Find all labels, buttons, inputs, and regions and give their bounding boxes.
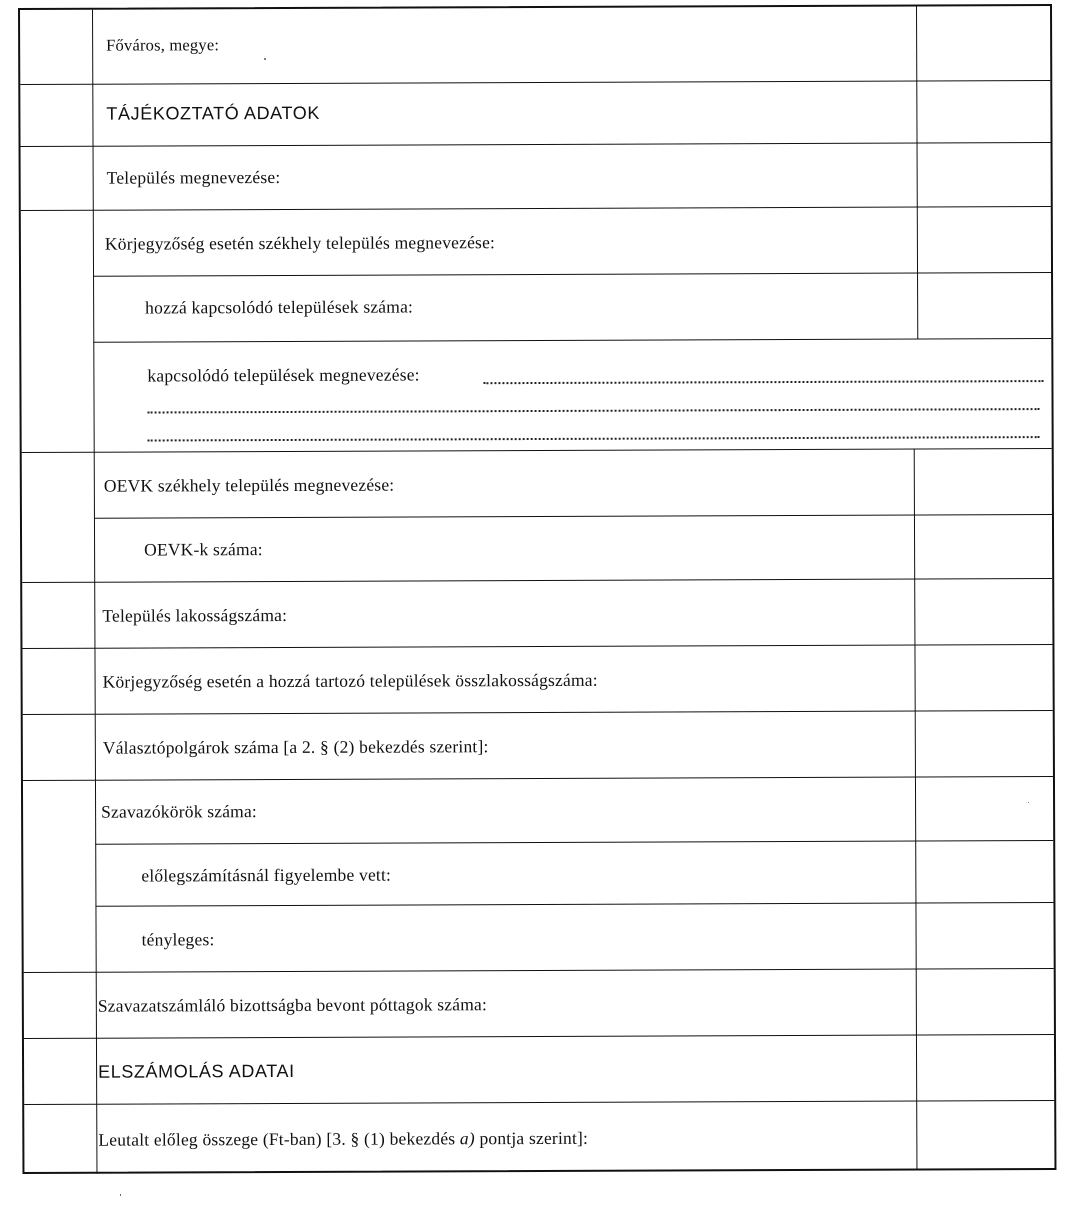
row-label-actual: tényleges:	[141, 929, 215, 950]
fill-in-dotted-line[interactable]	[148, 408, 1040, 413]
scan-speck	[264, 58, 266, 60]
form-row	[22, 514, 1052, 582]
scan-speck	[1028, 802, 1029, 803]
row-label-substitute-members: Szavazatszámláló bizottságba bevont póttagok száma:	[97, 994, 488, 1016]
form-row	[23, 840, 1053, 906]
form-row	[21, 272, 1051, 342]
row-value-informative[interactable]	[918, 80, 1052, 143]
fill-in-dotted-line[interactable]	[148, 436, 1040, 441]
form-row	[24, 1034, 1054, 1104]
form-row	[23, 710, 1053, 780]
form-row	[21, 338, 1051, 452]
row-value-voters[interactable]	[917, 710, 1055, 777]
row-label-advance-calc: előlegszámításnál figyelembe vett:	[141, 864, 392, 886]
row-label-voters: Választópolgárok száma [a 2. § (2) bekezdés szerint]:	[102, 736, 489, 758]
section-heading-informative-data: TÁJÉKOZTATÓ ADATOK	[106, 102, 320, 124]
row-value-connected-count[interactable]	[919, 272, 1053, 339]
row-value-advance-calc[interactable]	[917, 840, 1055, 903]
row-value-polling-districts[interactable]	[917, 776, 1055, 841]
form-row	[21, 206, 1051, 276]
row-label-oevk-seat: OEVK székhely település megnevezése:	[103, 474, 395, 496]
fill-in-dotted-line[interactable]	[483, 380, 1043, 384]
row-label-oevk-count: OEVK-k száma:	[144, 539, 263, 560]
form-row	[22, 644, 1052, 714]
row-label-polling-districts: Szavazókörök száma:	[101, 801, 258, 822]
row-label-connected-names: kapcsolódó települések megnevezése:	[147, 364, 420, 386]
row-label-county: Főváros, megye:	[106, 35, 220, 55]
row-label-population: Település lakosságszáma:	[102, 604, 288, 626]
row-label-advance-amount: Leutalt előleg összege (Ft-ban) [3. § (1) bekezdés a) pontja szerint]:	[98, 1127, 589, 1150]
row-label-seat-settlement: Körjegyzőség esetén székhely település megnevezése:	[104, 232, 496, 254]
row-label-settlement-name: Település megnevezése:	[106, 166, 281, 188]
settlement-form-table	[18, 4, 1056, 1174]
form-row	[20, 80, 1050, 146]
scan-speck	[120, 1194, 121, 1196]
row-value-oevk-count[interactable]	[916, 514, 1054, 579]
row-label-total-population: Körjegyzőség esetén a hozzá tartozó települések összlakosságszáma:	[102, 669, 598, 692]
form-row	[22, 448, 1052, 518]
row-value-actual[interactable]	[917, 902, 1055, 969]
form-row	[24, 1100, 1054, 1174]
row-value-county[interactable]	[918, 6, 1052, 81]
form-row	[21, 142, 1051, 210]
section-heading-settlement-data: ELSZÁMOLÁS ADATAI	[98, 1060, 295, 1082]
row-value-advance-amount[interactable]	[918, 1100, 1056, 1171]
form-row	[24, 968, 1054, 1038]
row-value-seat-settlement[interactable]	[919, 206, 1053, 273]
form-row	[22, 578, 1052, 648]
row-value-oevk-seat[interactable]	[916, 448, 1054, 515]
form-row	[20, 6, 1050, 84]
row-value-substitute-members[interactable]	[918, 968, 1056, 1035]
row-value-population[interactable]	[916, 578, 1054, 645]
row-value-settlement-data[interactable]	[918, 1034, 1056, 1101]
row-value-total-population[interactable]	[916, 644, 1054, 711]
row-value-settlement-name[interactable]	[919, 142, 1053, 207]
form-row	[23, 902, 1053, 972]
form-row	[23, 776, 1053, 844]
row-label-connected-count: hozzá kapcsolódó települések száma:	[145, 296, 414, 318]
